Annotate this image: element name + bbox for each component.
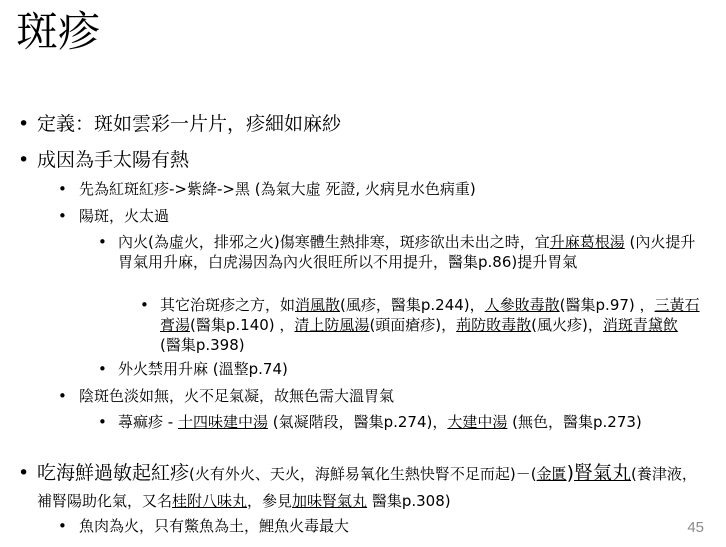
bullet-dot: • xyxy=(98,233,107,251)
formula-link-renshen-baidu-san: 人參敗毒散 xyxy=(484,296,560,314)
page-number: 45 xyxy=(687,519,704,536)
text-run: (火有外火、天火，海鮮易氧化生熱快腎不足而起)－( xyxy=(189,465,537,483)
text-run: (風火疹)， xyxy=(531,316,603,334)
bullet-dot: • xyxy=(58,180,67,198)
formula-link-shisiwei-jianzhong-tang: 十四味建中湯 xyxy=(177,413,268,431)
formula-link-xiaoban-qingdai-yin: 消斑青黛飲 xyxy=(602,316,678,334)
formula-link-guifu-bawei-wan: 桂附八味丸 xyxy=(172,492,248,510)
bullet-progression xyxy=(58,179,698,199)
bullet-definition xyxy=(18,111,708,137)
text-run: 內火(為虛火，排邪之火)傷寒體生熱排寒，斑疹欲出未出之時，宜 xyxy=(118,233,550,251)
slide-title: 斑疹 xyxy=(16,7,101,56)
formula-link-jiawei-shenqi-wan: 加味腎氣丸 xyxy=(292,492,368,510)
text-run: 蕁痲疹 - xyxy=(118,413,178,431)
text-run: (風疹，醫集p.244)， xyxy=(340,296,485,314)
text-run: (氣凝階段，醫集p.274)， xyxy=(267,413,448,431)
text-run: (無色，醫集p.273) xyxy=(507,413,642,431)
bullet-seafood-allergy xyxy=(18,460,708,514)
bullet-external-fire xyxy=(98,359,703,379)
bullet-text: 定義：斑如雲彩一片片，疹細如麻紗 xyxy=(37,113,342,135)
text-run: ，參見 xyxy=(247,492,293,510)
bullet-text xyxy=(37,460,708,514)
bullet-text xyxy=(118,232,703,272)
bullet-internal-fire xyxy=(98,232,703,272)
bullet-dot: • xyxy=(18,149,30,171)
bullet-dot: • xyxy=(140,296,149,314)
bullet-text: 陽斑，火太過 xyxy=(79,207,170,225)
formula-link-xiaofeng-san: 消風散 xyxy=(295,296,341,314)
text-run: (內火提升胃氣用升麻，白虎湯因為內火很旺所以不用提升，醫集p.86)提升胃氣 xyxy=(118,233,696,271)
bullet-other-formulas xyxy=(140,295,700,355)
text-run: ) xyxy=(566,462,575,484)
formula-link-sanhuang-shigao-tang: 三黃石膏湯 xyxy=(160,296,700,334)
bullet-dot: • xyxy=(58,517,67,535)
bullet-text xyxy=(160,295,700,355)
text-run: 吃海鮮過敏起紅疹 xyxy=(37,462,190,484)
bullet-fish-fire xyxy=(58,516,658,536)
text-run: (醫集p.398) xyxy=(160,336,245,354)
source-link-jingui: 金匱 xyxy=(536,465,567,483)
bullet-dot: • xyxy=(18,462,30,484)
bullet-text: 先為紅斑紅疹->紫絳->黑 (為氣大虛 死證, 火病見水色病重) xyxy=(79,180,476,198)
bullet-dot: • xyxy=(98,413,107,431)
formula-link-jingfang-baidu-san: 荊防敗毒散 xyxy=(456,316,532,334)
bullet-cause xyxy=(18,147,708,173)
text-run: (養津液，補腎陽助化氣，又名 xyxy=(37,465,697,510)
bullet-dot: • xyxy=(58,207,67,225)
text-run: 其它治斑疹之方，如 xyxy=(160,296,296,314)
formula-link-shengma-gegen-tang: 升麻葛根湯 xyxy=(549,233,625,251)
text-run: (醫集p.97) ， xyxy=(559,296,655,314)
bullet-text: 魚肉為火，只有鱉魚為土，鯉魚火毒最大 xyxy=(79,517,350,535)
bullet-urticaria xyxy=(98,412,703,432)
bullet-dot: • xyxy=(98,360,107,378)
bullet-text: 外火禁用升麻 (溫整p.74) xyxy=(118,360,288,378)
formula-link-qingshang-fangfeng-tang: 清上防風湯 xyxy=(294,316,370,334)
bullet-text: 陰斑色淡如無，火不足氣凝，故無色需大溫胃氣 xyxy=(79,387,395,405)
text-run: (頭面瘡疹)， xyxy=(369,316,457,334)
bullet-dot: • xyxy=(18,113,30,135)
text-run: 醫集p.308) xyxy=(367,492,451,510)
bullet-dot: • xyxy=(58,387,67,405)
text-run: (醫集p.140) ， xyxy=(190,316,295,334)
formula-link-dajianzhong-tang: 大建中湯 xyxy=(447,413,508,431)
bullet-yang-spots xyxy=(58,206,698,226)
bullet-text: 成因為手太陽有熱 xyxy=(37,149,190,171)
bullet-text xyxy=(118,412,642,432)
bullet-yin-spots xyxy=(58,386,698,406)
formula-link-shenqi-wan: 腎氣丸 xyxy=(574,462,632,484)
